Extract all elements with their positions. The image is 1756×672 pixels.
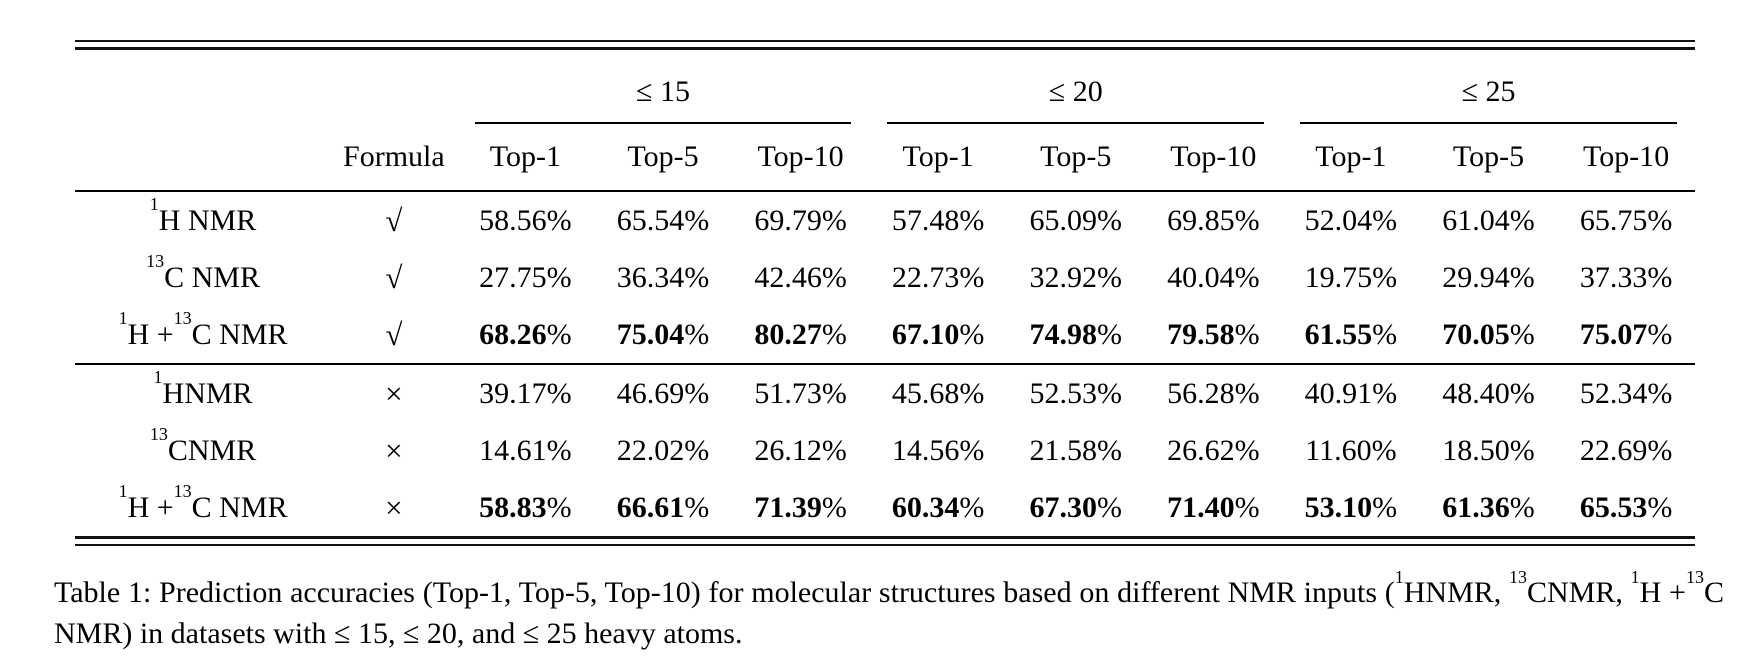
table-row	[75, 249, 1695, 306]
table-top-rule	[75, 40, 1695, 50]
value-cell: 61.36%	[1442, 490, 1535, 524]
table-row	[75, 479, 1695, 536]
row-label: $^{13}$C NMR	[146, 251, 260, 294]
col-header-top5: Top-5	[594, 124, 732, 191]
value-cell: 71.39%	[754, 490, 847, 524]
col-header-top1: Top-1	[1282, 124, 1420, 191]
row-label: $^1$H +$^{13}$C NMR	[75, 306, 331, 364]
value-cell: 57.48%	[891, 203, 985, 237]
value-cell: 52.34%	[1579, 376, 1673, 410]
table-caption: Table 1: Prediction accuracies (Top-1, Top-5, Top-10) for molecular structures based on different NMR inputs ($^1$HNMR, $^{13}$CNMR, $^1$H +$^{13}$C NMR) in datasets with ≤ 15, ≤ 20, and ≤ 25 heavy atoms.	[54, 566, 1724, 651]
row-label: $^1$H NMR	[149, 194, 257, 237]
value-cell: 27.75%	[479, 260, 572, 294]
group-label-le25: ≤ 25	[1300, 75, 1677, 124]
value-cell: 65.53%	[1579, 490, 1673, 524]
group-label-le15: ≤ 15	[475, 75, 852, 124]
cross-mark-icon: ×	[385, 432, 403, 468]
value-cell: 45.68%	[891, 376, 985, 410]
value-cell: 67.10%	[869, 306, 1007, 364]
value-cell: 26.12%	[754, 433, 847, 467]
superscript: 1	[1394, 566, 1404, 587]
superscript: 1	[118, 308, 128, 329]
value-cell: 37.33%	[1579, 260, 1673, 294]
superscript: 13	[149, 424, 168, 445]
value-cell: 53.10%	[1304, 490, 1398, 524]
value-cell: 40.04%	[1167, 260, 1260, 294]
group-header-row	[75, 50, 1695, 124]
superscript: 1	[149, 194, 159, 215]
table-body	[75, 191, 1695, 536]
value-cell: 70.05%	[1420, 306, 1558, 364]
value-cell: 46.69%	[616, 376, 710, 410]
table-row	[75, 422, 1695, 479]
value-cell: 11.60%	[1305, 433, 1397, 467]
table-row	[75, 306, 1695, 364]
col-header-top10: Top-10	[732, 124, 870, 191]
value-cell: 52.04%	[1304, 203, 1398, 237]
check-mark-icon: √	[385, 259, 403, 295]
value-cell: 48.40%	[1442, 376, 1535, 410]
value-cell: 80.27%	[732, 306, 870, 364]
cross-mark-icon: ×	[385, 375, 403, 411]
value-cell: 61.04%	[1442, 203, 1535, 237]
value-cell: 66.61%	[616, 490, 710, 524]
value-cell: 22.73%	[891, 260, 985, 294]
value-cell: 68.26%	[457, 306, 595, 364]
col-header-top10: Top-10	[1145, 124, 1283, 191]
col-header-top1: Top-1	[869, 124, 1007, 191]
value-cell: 18.50%	[1442, 433, 1535, 467]
col-header-top10: Top-10	[1557, 124, 1695, 191]
row-label-header	[75, 124, 331, 191]
group-header-le15	[457, 50, 870, 124]
table-bottom-rule	[75, 536, 1695, 546]
value-cell: 58.56%	[479, 203, 572, 237]
table-row	[75, 191, 1695, 249]
value-cell: 71.40%	[1167, 490, 1260, 524]
value-cell: 29.94%	[1442, 260, 1535, 294]
value-cell: 61.55%	[1282, 306, 1420, 364]
superscript: 13	[1509, 566, 1528, 587]
value-cell: 75.04%	[594, 306, 732, 364]
value-cell: 22.02%	[616, 433, 710, 467]
value-cell: 56.28%	[1167, 376, 1260, 410]
value-cell: 74.98%	[1007, 306, 1145, 364]
superscript: 1	[153, 367, 163, 388]
value-cell: 67.30%	[1029, 490, 1122, 524]
value-cell: 79.58%	[1145, 306, 1283, 364]
row-label: $^1$HNMR	[153, 367, 253, 410]
value-cell: 42.46%	[754, 260, 847, 294]
col-header-top1: Top-1	[457, 124, 595, 191]
table-row	[75, 364, 1695, 422]
value-cell: 51.73%	[754, 376, 847, 410]
superscript: 1	[118, 481, 128, 502]
formula-header: Formula	[331, 124, 457, 191]
value-cell: 14.61%	[479, 433, 572, 467]
row-label: $^1$H +$^{13}$C NMR	[118, 481, 288, 524]
value-cell: 69.79%	[754, 203, 847, 237]
group-header-le25	[1282, 50, 1695, 124]
row-label: $^{13}$CNMR	[149, 424, 257, 467]
value-cell: 32.92%	[1029, 260, 1122, 294]
superscript: 1	[1630, 566, 1640, 587]
value-cell: 36.34%	[616, 260, 710, 294]
superscript: 13	[173, 481, 192, 502]
group-label-le20: ≤ 20	[887, 75, 1264, 124]
superscript: 13	[173, 308, 192, 329]
check-mark-icon: √	[331, 306, 457, 364]
value-cell: 21.58%	[1029, 433, 1122, 467]
superscript: 13	[1685, 566, 1704, 587]
value-cell: 60.34%	[891, 490, 985, 524]
check-mark-icon: √	[385, 202, 403, 238]
group-header-le20	[869, 50, 1282, 124]
value-cell: 75.07%	[1557, 306, 1695, 364]
value-cell: 52.53%	[1029, 376, 1122, 410]
superscript: 13	[146, 251, 165, 272]
col-header-top5: Top-5	[1420, 124, 1558, 191]
value-cell: 58.83%	[479, 490, 572, 524]
value-cell: 40.91%	[1304, 376, 1398, 410]
value-cell: 26.62%	[1167, 433, 1260, 467]
value-cell: 39.17%	[479, 376, 572, 410]
value-cell: 65.54%	[616, 203, 710, 237]
cross-mark-icon: ×	[385, 489, 403, 525]
value-cell: 19.75%	[1304, 260, 1398, 294]
empty-header-cell	[75, 50, 457, 124]
col-header-top5: Top-5	[1007, 124, 1145, 191]
value-cell: 22.69%	[1579, 433, 1673, 467]
value-cell: 69.85%	[1167, 203, 1260, 237]
value-cell: 14.56%	[891, 433, 985, 467]
column-header-row	[75, 124, 1695, 191]
value-cell: 65.09%	[1029, 203, 1122, 237]
value-cell: 65.75%	[1579, 203, 1673, 237]
results-table	[75, 40, 1695, 546]
accuracy-table	[75, 50, 1695, 536]
